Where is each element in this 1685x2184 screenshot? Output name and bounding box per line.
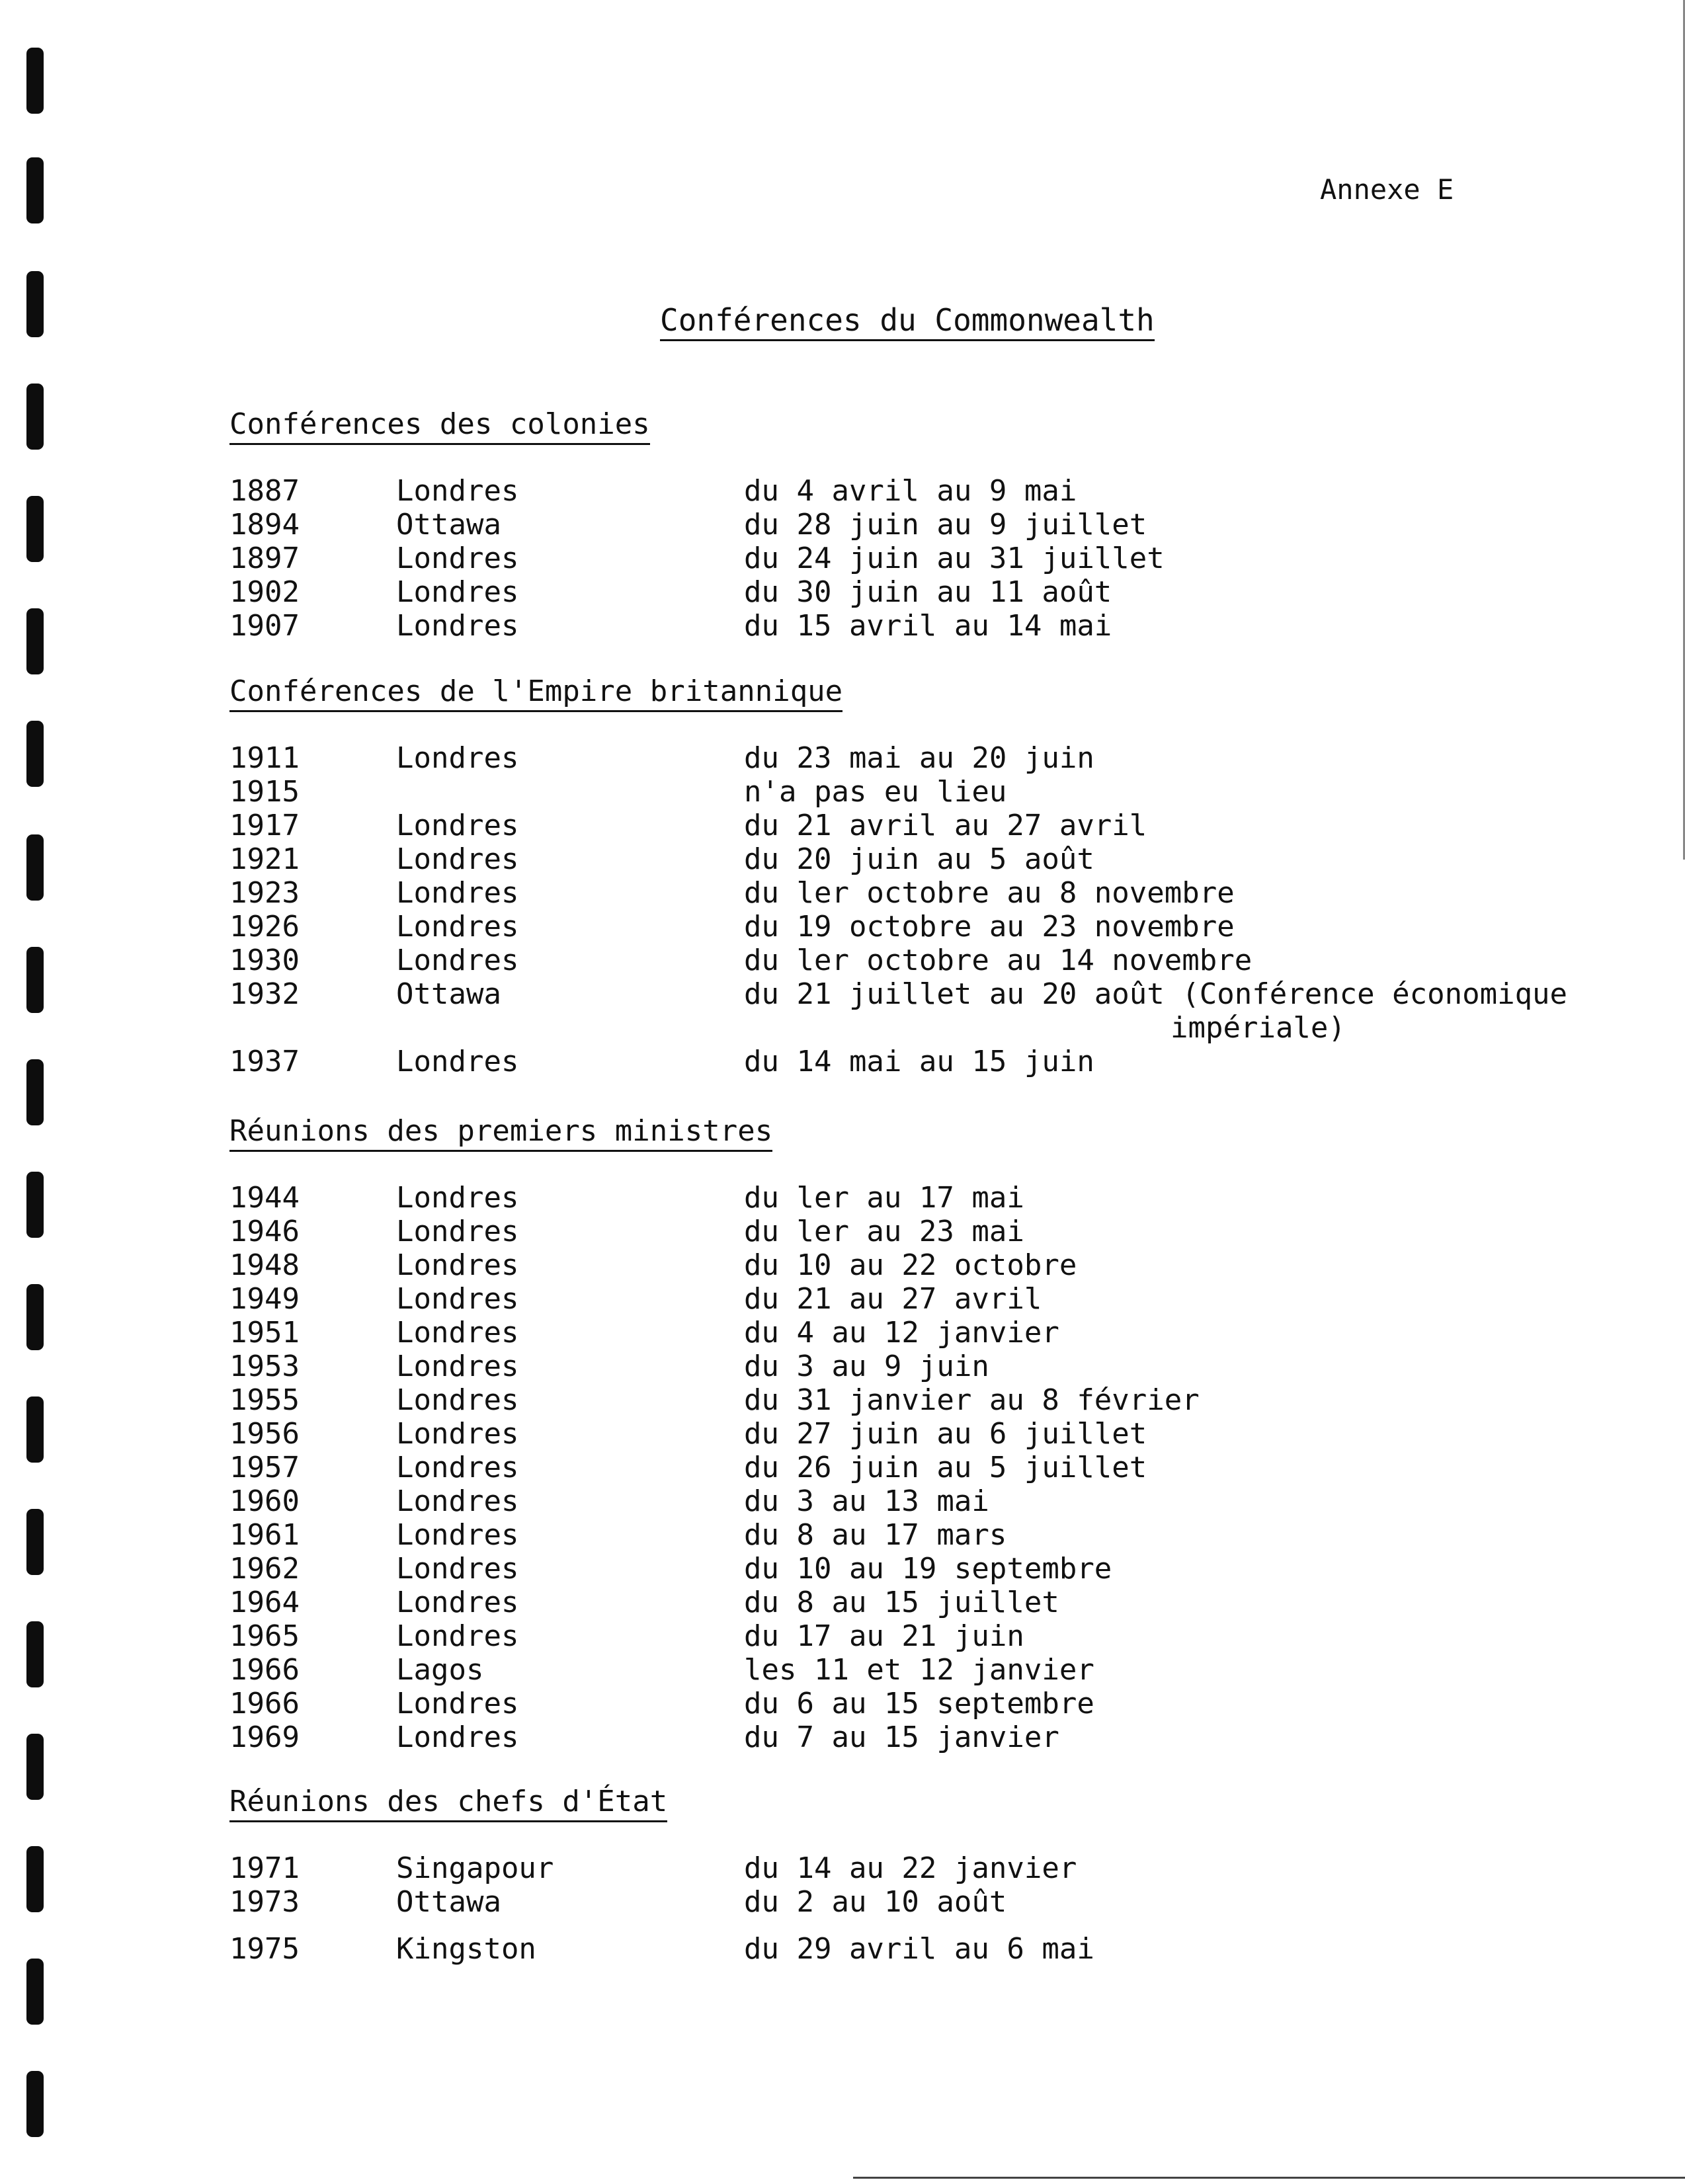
year: 1962 bbox=[229, 1551, 300, 1586]
city: Londres bbox=[396, 1619, 519, 1653]
section-heading: Conférences des colonies bbox=[229, 408, 650, 445]
city: Londres bbox=[396, 1585, 519, 1619]
binding-hole bbox=[26, 1734, 44, 1800]
conference-row bbox=[229, 842, 1552, 876]
binding-hole bbox=[26, 608, 44, 674]
section-heading: Réunions des chefs d'État bbox=[229, 1785, 667, 1822]
city: Ottawa bbox=[396, 507, 501, 542]
year: 1960 bbox=[229, 1484, 300, 1518]
city: Londres bbox=[396, 473, 519, 508]
page-title: Conférences du Commonwealth bbox=[660, 303, 1155, 341]
binding-hole bbox=[26, 947, 44, 1013]
conference-row bbox=[229, 1045, 1552, 1078]
city: Londres bbox=[396, 541, 519, 575]
city: Londres bbox=[396, 1214, 519, 1248]
city: Londres bbox=[396, 575, 519, 609]
city: Londres bbox=[396, 1248, 519, 1282]
dates: du 19 octobre au 23 novembre bbox=[744, 909, 1235, 944]
conference-row bbox=[229, 1248, 1552, 1282]
year: 1911 bbox=[229, 741, 300, 775]
year: 1949 bbox=[229, 1281, 300, 1316]
conference-row bbox=[229, 474, 1552, 508]
city: Lagos bbox=[396, 1652, 484, 1687]
city: Ottawa bbox=[396, 977, 501, 1011]
section-heading: Réunions des premiers ministres bbox=[229, 1115, 772, 1152]
city: Londres bbox=[396, 608, 519, 643]
year: 1897 bbox=[229, 541, 300, 575]
dates: du 26 juin au 5 juillet bbox=[744, 1450, 1147, 1484]
city: Londres bbox=[396, 909, 519, 944]
year: 1955 bbox=[229, 1383, 300, 1417]
dates: du 15 avril au 14 mai bbox=[744, 608, 1112, 643]
binding-hole bbox=[26, 721, 44, 787]
city: Londres bbox=[396, 1450, 519, 1484]
year: 1921 bbox=[229, 842, 300, 876]
dates: du 29 avril au 6 mai bbox=[744, 1931, 1094, 1966]
dates: du 24 juin au 31 juillet bbox=[744, 541, 1165, 575]
dates: du 14 mai au 15 juin bbox=[744, 1044, 1094, 1078]
city: Kingston bbox=[396, 1931, 536, 1966]
dates: du 20 juin au 5 août bbox=[744, 842, 1094, 876]
binding-hole bbox=[26, 1509, 44, 1575]
conference-row bbox=[229, 1215, 1552, 1248]
conference-list bbox=[229, 474, 1552, 643]
city: Londres bbox=[396, 1720, 519, 1754]
city: Londres bbox=[396, 1180, 519, 1215]
binding-hole bbox=[26, 1284, 44, 1350]
dates: du 23 mai au 20 juin bbox=[744, 741, 1094, 775]
dates: du ler octobre au 8 novembre bbox=[744, 875, 1235, 910]
city: Londres bbox=[396, 1517, 519, 1552]
year: 1971 bbox=[229, 1851, 300, 1885]
year: 1930 bbox=[229, 943, 300, 977]
year: 1917 bbox=[229, 808, 300, 842]
city: Londres bbox=[396, 1315, 519, 1350]
dates: du 21 avril au 27 avril bbox=[744, 808, 1147, 842]
year: 1932 bbox=[229, 977, 300, 1011]
conference-row bbox=[229, 1885, 1552, 1919]
year: 1923 bbox=[229, 875, 300, 910]
conference-row bbox=[229, 910, 1552, 944]
conference-list bbox=[229, 1851, 1552, 1966]
section-imperial-conferences bbox=[229, 674, 1568, 1078]
dates: du 8 au 15 juillet bbox=[744, 1585, 1059, 1619]
city: Londres bbox=[396, 1383, 519, 1417]
section-prime-ministers-meetings bbox=[229, 1115, 1552, 1754]
dates: du 10 au 22 octobre bbox=[744, 1248, 1077, 1282]
year: 1948 bbox=[229, 1248, 300, 1282]
year: 1887 bbox=[229, 473, 300, 508]
year: 1915 bbox=[229, 774, 300, 809]
city: Londres bbox=[396, 1044, 519, 1078]
binding-hole bbox=[26, 48, 44, 114]
year: 1894 bbox=[229, 507, 300, 542]
dates: du 3 au 9 juin bbox=[744, 1349, 989, 1383]
binding-hole bbox=[26, 384, 44, 450]
conference-row bbox=[229, 1316, 1552, 1350]
conference-row bbox=[229, 1518, 1552, 1552]
year: 1946 bbox=[229, 1214, 300, 1248]
city: Singapour bbox=[396, 1851, 554, 1885]
conference-row bbox=[229, 1586, 1552, 1619]
year: 1902 bbox=[229, 575, 300, 609]
conference-list bbox=[229, 1181, 1552, 1754]
year: 1966 bbox=[229, 1686, 300, 1720]
conference-row bbox=[229, 1451, 1552, 1484]
conference-row bbox=[229, 944, 1552, 977]
year: 1969 bbox=[229, 1720, 300, 1754]
conference-row bbox=[229, 1552, 1552, 1586]
conference-row bbox=[229, 1932, 1552, 1966]
dates: du 8 au 17 mars bbox=[744, 1517, 1007, 1552]
city: Londres bbox=[396, 1484, 519, 1518]
binding-hole bbox=[26, 834, 44, 901]
binding-hole bbox=[26, 1172, 44, 1238]
conference-row bbox=[229, 1687, 1552, 1720]
dates: du 7 au 15 janvier bbox=[744, 1720, 1059, 1754]
city: Londres bbox=[396, 741, 519, 775]
dates: du 21 juillet au 20 août (Conférence économique bbox=[744, 977, 1568, 1011]
year: 1975 bbox=[229, 1931, 300, 1966]
dates: les 11 et 12 janvier bbox=[744, 1652, 1094, 1687]
binding-hole bbox=[26, 496, 44, 562]
dates: du ler octobre au 14 novembre bbox=[744, 943, 1253, 977]
year: 1965 bbox=[229, 1619, 300, 1653]
conference-row bbox=[229, 1484, 1552, 1518]
dates: du 4 au 12 janvier bbox=[744, 1315, 1059, 1350]
dates: du 17 au 21 juin bbox=[744, 1619, 1024, 1653]
city: Londres bbox=[396, 808, 519, 842]
year: 1966 bbox=[229, 1652, 300, 1687]
dates: du 30 juin au 11 août bbox=[744, 575, 1112, 609]
dates: du 14 au 22 janvier bbox=[744, 1851, 1077, 1885]
conference-row bbox=[229, 1653, 1552, 1687]
year: 1953 bbox=[229, 1349, 300, 1383]
city: Londres bbox=[396, 1416, 519, 1451]
conference-row bbox=[229, 876, 1552, 910]
conference-row bbox=[229, 1181, 1552, 1215]
year: 1944 bbox=[229, 1180, 300, 1215]
binding-holes bbox=[20, 0, 60, 2184]
dates: du 28 juin au 9 juillet bbox=[744, 507, 1147, 542]
section-heads-of-state-meetings bbox=[229, 1785, 1552, 1966]
conference-row bbox=[229, 775, 1552, 809]
section-colonial-conferences bbox=[229, 408, 1552, 643]
section-heading: Conférences de l'Empire britannique bbox=[229, 675, 842, 712]
binding-hole bbox=[26, 1396, 44, 1463]
conference-row bbox=[229, 741, 1552, 775]
dates: du 10 au 19 septembre bbox=[744, 1551, 1112, 1586]
dates: du 31 janvier au 8 février bbox=[744, 1383, 1200, 1417]
city: Londres bbox=[396, 842, 519, 876]
dates: du 21 au 27 avril bbox=[744, 1281, 1042, 1316]
conference-row bbox=[229, 1619, 1552, 1653]
city: Londres bbox=[396, 1281, 519, 1316]
binding-hole bbox=[26, 271, 44, 337]
dates: du 6 au 15 septembre bbox=[744, 1686, 1094, 1720]
city: Londres bbox=[396, 1349, 519, 1383]
binding-hole bbox=[26, 157, 44, 223]
binding-hole bbox=[26, 2071, 44, 2137]
city: Londres bbox=[396, 1686, 519, 1720]
dates: du 2 au 10 août bbox=[744, 1884, 1007, 1919]
conference-row bbox=[229, 1417, 1552, 1451]
year: 1964 bbox=[229, 1585, 300, 1619]
dates: du 4 avril au 9 mai bbox=[744, 473, 1077, 508]
dates: du 3 au 13 mai bbox=[744, 1484, 989, 1518]
dates: du ler au 17 mai bbox=[744, 1180, 1024, 1215]
binding-hole bbox=[26, 1621, 44, 1687]
year: 1957 bbox=[229, 1450, 300, 1484]
year: 1956 bbox=[229, 1416, 300, 1451]
conference-row bbox=[229, 609, 1552, 643]
city: Londres bbox=[396, 875, 519, 910]
year: 1937 bbox=[229, 1044, 300, 1078]
year: 1973 bbox=[229, 1884, 300, 1919]
year: 1951 bbox=[229, 1315, 300, 1350]
conference-row bbox=[229, 809, 1552, 842]
conference-row bbox=[229, 1350, 1552, 1383]
conference-row bbox=[229, 575, 1552, 609]
conference-row bbox=[229, 1851, 1552, 1885]
conference-row bbox=[229, 1720, 1552, 1754]
city: Ottawa bbox=[396, 1884, 501, 1919]
conference-row bbox=[229, 1282, 1552, 1316]
binding-hole bbox=[26, 1059, 44, 1125]
dates: du ler au 23 mai bbox=[744, 1214, 1024, 1248]
annexe-label: Annexe E bbox=[1320, 173, 1454, 206]
year: 1926 bbox=[229, 909, 300, 944]
year: 1907 bbox=[229, 608, 300, 643]
conference-row bbox=[229, 1383, 1552, 1417]
conference-row bbox=[229, 542, 1552, 575]
dates: du 27 juin au 6 juillet bbox=[744, 1416, 1147, 1451]
city: Londres bbox=[396, 1551, 519, 1586]
dates-continuation: impériale) bbox=[1171, 1010, 1346, 1045]
conference-list bbox=[229, 741, 1568, 1078]
city: Londres bbox=[396, 943, 519, 977]
binding-hole bbox=[26, 1846, 44, 1912]
year: 1961 bbox=[229, 1517, 300, 1552]
binding-hole bbox=[26, 1959, 44, 2025]
conference-row bbox=[229, 508, 1552, 542]
dates: n'a pas eu lieu bbox=[744, 774, 1007, 809]
scan-edge bbox=[853, 2177, 1685, 2179]
conference-row bbox=[229, 977, 1568, 1045]
